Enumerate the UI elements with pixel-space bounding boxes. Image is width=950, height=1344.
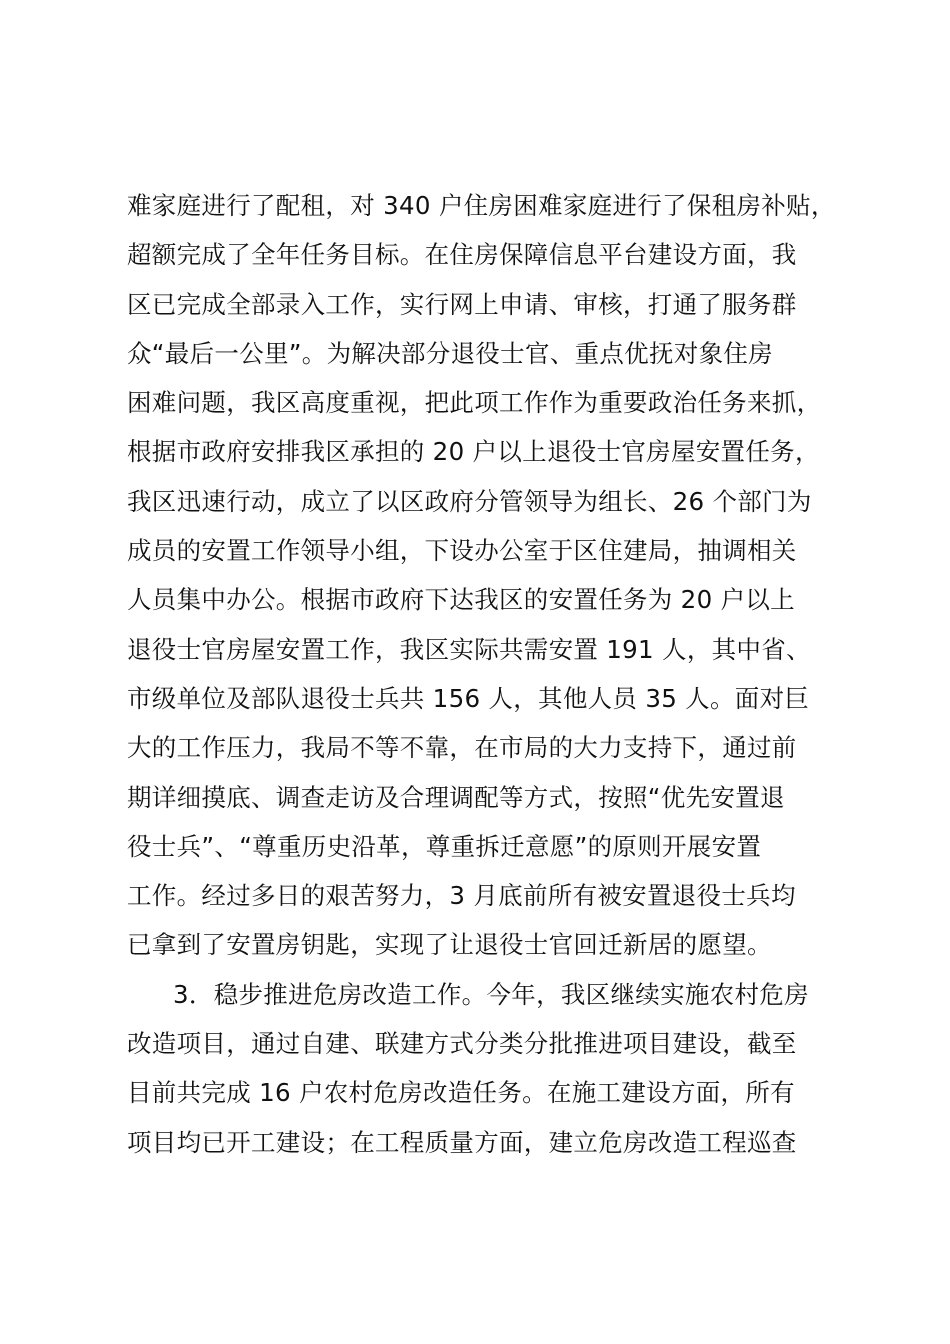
section-heading-line: 3．稳步推进危房改造工作。今年，我区继续实施农村危房 — [173, 979, 809, 1009]
text-line: 根据市政府安排我区承担的 20 户以上退役士官房屋安置任务， — [127, 437, 820, 467]
body-text — [127, 181, 867, 1167]
text-line: 役士兵”、“尊重历史沿革，尊重拆迁意愿”的原则开展安置 — [127, 831, 762, 861]
text-line: 超额完成了全年任务目标。在住房保障信息平台建设方面，我 — [127, 240, 797, 270]
text-line: 期详细摸底、调查走访及合理调配等方式，按照“优先安置退 — [127, 782, 785, 812]
text-line: 众“最后一公里”。为解决部分退役士官、重点优抚对象住房 — [127, 338, 773, 368]
text-line: 目前共完成 16 户农村危房改造任务。在施工建设方面，所有 — [127, 1078, 795, 1108]
text-line: 区已完成全部录入工作，实行网上申请、审核，打通了服务群 — [127, 289, 797, 319]
text-line: 大的工作压力，我局不等不靠，在市局的大力支持下，通过前 — [127, 733, 797, 763]
text-line: 改造项目，通过自建、联建方式分类分批推进项目建设，截至 — [127, 1029, 797, 1059]
text-line: 已拿到了安置房钥匙，实现了让退役士官回迁新居的愿望。 — [127, 930, 772, 960]
text-line: 我区迅速行动，成立了以区政府分管领导为组长、26 个部门为 — [127, 486, 812, 516]
text-line: 工作。经过多日的艰苦努力，3 月底前所有被安置退役士兵均 — [127, 881, 796, 911]
text-line: 项目均已开工建设；在工程质量方面，建立危房改造工程巡查 — [127, 1127, 797, 1157]
text-line: 退役士官房屋安置工作，我区实际共需安置 191 人，其中省、 — [127, 634, 811, 664]
text-line: 成员的安置工作领导小组，下设办公室于区住建局，抽调相关 — [127, 536, 797, 566]
text-line: 难家庭进行了配租，对 340 户住房困难家庭进行了保租房补贴， — [127, 191, 836, 220]
text-line: 人员集中办公。根据市政府下达我区的安置任务为 20 户以上 — [127, 585, 795, 615]
text-line: 市级单位及部队退役士兵共 156 人，其他人员 35 人。面对巨 — [127, 683, 810, 713]
text-line: 困难问题，我区高度重视，把此项工作作为重要政治任务来抓， — [127, 388, 822, 418]
